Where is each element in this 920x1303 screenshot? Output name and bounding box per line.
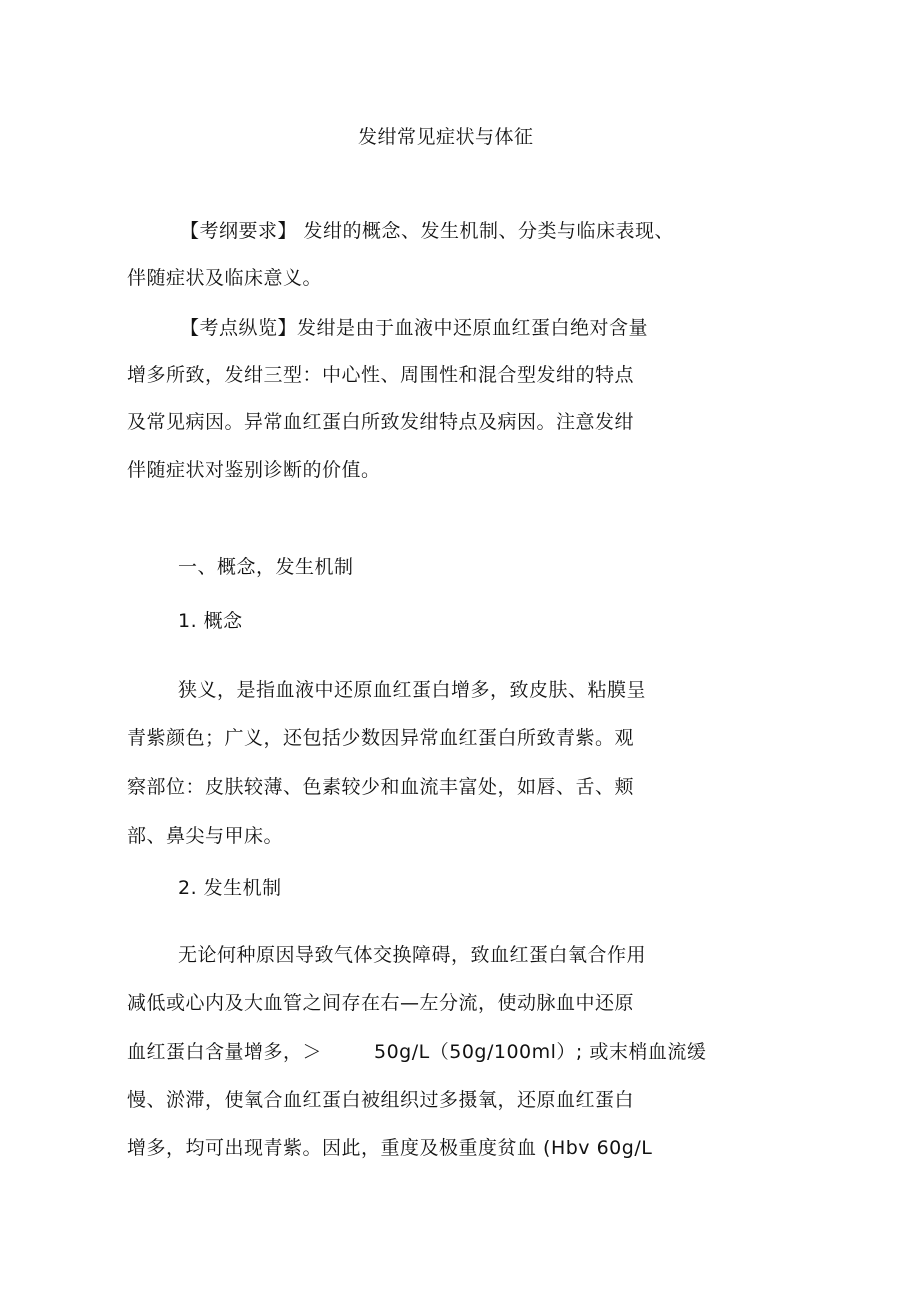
exam-overview-line-2: 增多所致，发绀三型：中心性、周围性和混合型发绀的特点 [127,364,635,386]
subsection-heading-mechanism: 2. 发生机制 [178,877,282,899]
mechanism-line-3-part-2: 50g/L（50g/100ml）; 或末梢血流缓 [374,1041,707,1063]
exam-requirements-line-2: 伴随症状及临床意义。 [127,267,323,289]
concept-line-2: 青紫颜色；广义，还包括少数因异常血红蛋白所致青紫。观 [127,727,635,749]
exam-overview-line-3: 及常见病因。异常血红蛋白所致发绀特点及病因。注意发绀 [127,411,635,433]
mechanism-line-2: 减低或心内及大血管之间存在右—左分流，使动脉血中还原 [127,992,635,1014]
concept-line-4: 部、鼻尖与甲床。 [127,825,284,847]
exam-overview-line-4: 伴随症状对鉴别诊断的价值。 [127,459,381,481]
concept-line-1: 狭义，是指血液中还原血红蛋白增多，致皮肤、粘膜呈 [178,679,647,701]
exam-requirements-line-1: 【考纲要求】 发绀的概念、发生机制、分类与临床表现、 [180,220,675,242]
mechanism-line-4: 慢、淤滞，使氧合血红蛋白被组织过多摄氧，还原血红蛋白 [127,1089,635,1111]
section-heading: 一、概念，发生机制 [178,556,354,578]
mechanism-line-1: 无论何种原因导致气体交换障碍，致血红蛋白氧合作用 [178,944,647,966]
document-title: 发绀常见症状与体征 [358,126,534,148]
subsection-heading-concept: 1. 概念 [178,610,243,632]
mechanism-line-5: 增多，均可出现青紫。因此，重度及极重度贫血 (Hbv 60g/L [127,1137,653,1159]
concept-line-3: 察部位：皮肤较薄、色素较少和血流丰富处，如唇、舌、颊 [127,776,635,798]
mechanism-line-3-part-1: 血红蛋白含量增多，＞ [127,1041,323,1063]
exam-overview-line-1: 【考点纵览】发绀是由于血液中还原血红蛋白绝对含量 [180,317,649,339]
